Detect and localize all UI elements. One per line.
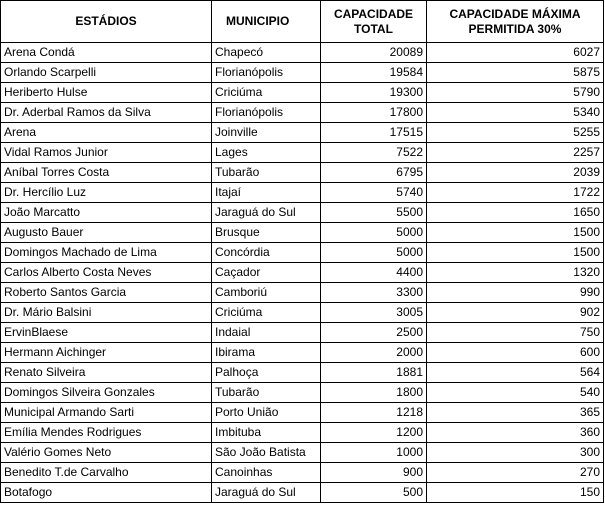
cell-stadium: Renato Silveira bbox=[1, 363, 212, 383]
table-row bbox=[1, 263, 604, 283]
cell-capacity-total: 1200 bbox=[321, 423, 427, 443]
cell-capacity-max: 5255 bbox=[427, 123, 604, 143]
cell-stadium: Domingos Machado de Lima bbox=[1, 243, 212, 263]
cell-capacity-total: 4400 bbox=[321, 263, 427, 283]
cell-municipality: Indaial bbox=[212, 323, 321, 343]
cell-stadium: Domingos Silveira Gonzales bbox=[1, 383, 212, 403]
cell-stadium: Dr. Hercílio Luz bbox=[1, 183, 212, 203]
header-capacity-max: CAPACIDADE MÁXIMA PERMITIDA 30% bbox=[427, 1, 604, 43]
cell-capacity-max: 5790 bbox=[427, 83, 604, 103]
cell-capacity-max: 564 bbox=[427, 363, 604, 383]
cell-municipality: Camboriú bbox=[212, 283, 321, 303]
cell-capacity-total: 2000 bbox=[321, 343, 427, 363]
cell-capacity-total: 7522 bbox=[321, 143, 427, 163]
cell-capacity-total: 17800 bbox=[321, 103, 427, 123]
cell-municipality: São João Batista bbox=[212, 443, 321, 463]
cell-stadium: João Marcatto bbox=[1, 203, 212, 223]
header-municipality: MUNICIPIO bbox=[212, 1, 321, 43]
header-stadium: ESTÁDIOS bbox=[1, 1, 212, 43]
cell-municipality: Concórdia bbox=[212, 243, 321, 263]
cell-capacity-max: 150 bbox=[427, 483, 604, 503]
cell-capacity-total: 1000 bbox=[321, 443, 427, 463]
cell-capacity-max: 1320 bbox=[427, 263, 604, 283]
cell-capacity-total: 5000 bbox=[321, 243, 427, 263]
cell-capacity-max: 365 bbox=[427, 403, 604, 423]
header-row bbox=[1, 1, 604, 43]
table-row bbox=[1, 123, 604, 143]
cell-municipality: Imbituba bbox=[212, 423, 321, 443]
cell-capacity-total: 900 bbox=[321, 463, 427, 483]
table-row bbox=[1, 83, 604, 103]
table-row bbox=[1, 483, 604, 503]
cell-municipality: Canoinhas bbox=[212, 463, 321, 483]
cell-stadium: Arena Condá bbox=[1, 43, 212, 63]
cell-stadium: Aníbal Torres Costa bbox=[1, 163, 212, 183]
table-row bbox=[1, 183, 604, 203]
cell-capacity-total: 500 bbox=[321, 483, 427, 503]
cell-stadium: Orlando Scarpelli bbox=[1, 63, 212, 83]
cell-municipality: Ibirama bbox=[212, 343, 321, 363]
cell-capacity-total: 1218 bbox=[321, 403, 427, 423]
table-row bbox=[1, 363, 604, 383]
cell-capacity-max: 300 bbox=[427, 443, 604, 463]
table-row bbox=[1, 323, 604, 343]
table-row bbox=[1, 63, 604, 83]
cell-capacity-max: 1500 bbox=[427, 243, 604, 263]
cell-capacity-total: 17515 bbox=[321, 123, 427, 143]
cell-municipality: Criciúma bbox=[212, 303, 321, 323]
cell-capacity-max: 1722 bbox=[427, 183, 604, 203]
cell-capacity-max: 750 bbox=[427, 323, 604, 343]
cell-stadium: Arena bbox=[1, 123, 212, 143]
cell-capacity-max: 2257 bbox=[427, 143, 604, 163]
cell-capacity-max: 600 bbox=[427, 343, 604, 363]
cell-stadium: Hermann Aichinger bbox=[1, 343, 212, 363]
table-row bbox=[1, 443, 604, 463]
cell-municipality: Florianópolis bbox=[212, 103, 321, 123]
cell-municipality: Jaraguá do Sul bbox=[212, 203, 321, 223]
cell-municipality: Lages bbox=[212, 143, 321, 163]
cell-municipality: Chapecó bbox=[212, 43, 321, 63]
cell-municipality: Itajaí bbox=[212, 183, 321, 203]
cell-municipality: Palhoça bbox=[212, 363, 321, 383]
cell-stadium: Roberto Santos Garcia bbox=[1, 283, 212, 303]
cell-capacity-total: 5000 bbox=[321, 223, 427, 243]
table-row bbox=[1, 243, 604, 263]
cell-capacity-max: 1500 bbox=[427, 223, 604, 243]
table-row bbox=[1, 423, 604, 443]
cell-stadium: Dr. Aderbal Ramos da Silva bbox=[1, 103, 212, 123]
cell-capacity-total: 19300 bbox=[321, 83, 427, 103]
cell-stadium: Dr. Mário Balsini bbox=[1, 303, 212, 323]
cell-stadium: Valério Gomes Neto bbox=[1, 443, 212, 463]
table-row bbox=[1, 103, 604, 123]
cell-capacity-total: 6795 bbox=[321, 163, 427, 183]
cell-stadium: Heriberto Hulse bbox=[1, 83, 212, 103]
cell-stadium: ErvinBlaese bbox=[1, 323, 212, 343]
cell-capacity-total: 2500 bbox=[321, 323, 427, 343]
cell-capacity-max: 360 bbox=[427, 423, 604, 443]
cell-municipality: Jaraguá do Sul bbox=[212, 483, 321, 503]
cell-municipality: Florianópolis bbox=[212, 63, 321, 83]
cell-capacity-max: 2039 bbox=[427, 163, 604, 183]
table-row bbox=[1, 163, 604, 183]
cell-capacity-total: 3300 bbox=[321, 283, 427, 303]
cell-capacity-max: 990 bbox=[427, 283, 604, 303]
cell-municipality: Porto União bbox=[212, 403, 321, 423]
cell-stadium: Botafogo bbox=[1, 483, 212, 503]
cell-stadium: Augusto Bauer bbox=[1, 223, 212, 243]
cell-capacity-total: 3005 bbox=[321, 303, 427, 323]
cell-stadium: Carlos Alberto Costa Neves bbox=[1, 263, 212, 283]
cell-capacity-total: 5500 bbox=[321, 203, 427, 223]
cell-municipality: Tubarão bbox=[212, 383, 321, 403]
table-row bbox=[1, 383, 604, 403]
table-row bbox=[1, 283, 604, 303]
table-row bbox=[1, 463, 604, 483]
cell-capacity-max: 6027 bbox=[427, 43, 604, 63]
cell-stadium: Municipal Armando Sarti bbox=[1, 403, 212, 423]
cell-municipality: Joinville bbox=[212, 123, 321, 143]
cell-municipality: Caçador bbox=[212, 263, 321, 283]
cell-stadium: Benedito T.de Carvalho bbox=[1, 463, 212, 483]
table-row bbox=[1, 203, 604, 223]
table-row bbox=[1, 403, 604, 423]
cell-capacity-total: 20089 bbox=[321, 43, 427, 63]
cell-municipality: Brusque bbox=[212, 223, 321, 243]
cell-capacity-max: 5875 bbox=[427, 63, 604, 83]
cell-capacity-max: 902 bbox=[427, 303, 604, 323]
table-header bbox=[1, 1, 604, 43]
table-row bbox=[1, 43, 604, 63]
cell-capacity-total: 1881 bbox=[321, 363, 427, 383]
table-row bbox=[1, 343, 604, 363]
table-row bbox=[1, 223, 604, 243]
cell-capacity-total: 5740 bbox=[321, 183, 427, 203]
cell-capacity-max: 1650 bbox=[427, 203, 604, 223]
cell-capacity-max: 270 bbox=[427, 463, 604, 483]
cell-capacity-total: 1800 bbox=[321, 383, 427, 403]
cell-capacity-max: 540 bbox=[427, 383, 604, 403]
cell-capacity-total: 19584 bbox=[321, 63, 427, 83]
cell-stadium: Vidal Ramos Junior bbox=[1, 143, 212, 163]
header-capacity-total: CAPACIDADE TOTAL bbox=[321, 1, 427, 43]
table-row bbox=[1, 143, 604, 163]
table-row bbox=[1, 303, 604, 323]
cell-capacity-max: 5340 bbox=[427, 103, 604, 123]
cell-municipality: Tubarão bbox=[212, 163, 321, 183]
table-body bbox=[1, 43, 604, 503]
cell-municipality: Criciúma bbox=[212, 83, 321, 103]
cell-stadium: Emília Mendes Rodrigues bbox=[1, 423, 212, 443]
